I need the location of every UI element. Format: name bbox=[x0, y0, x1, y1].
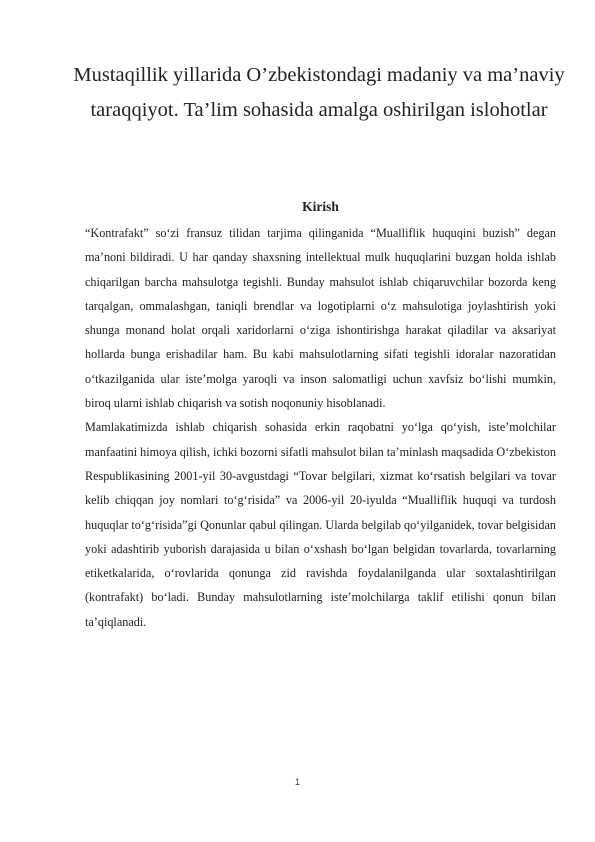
document-title: Mustaqillik yillarida O’zbekistondagi madaniy va ma’naviy taraqqiyot. Ta’lim sohasida amalga oshirilgan islohotlar bbox=[73, 64, 565, 121]
document-body bbox=[85, 221, 556, 634]
paragraph-1: “Kontrafakt” so‘zi fransuz tilidan tarjima qilinganida “Mualliflik huquqini buzish” degan ma’noni bildiradi. U har qanday shaxsning intellektual mulk huquqlarini buzgan holda ishlab chiqarilgan barcha mahsulotga tegishli. Bunday mahsulot ishlab chiqaruvchilar bozorda keng tarqalgan, ommalashgan, taniqli brendlar va logotiplarni o‘z mahsulotiga joylashtirish yoki shunga monand holat orqali xaridorlarni o‘ziga ishontirishga harakat qiladilar va aksariyat hollarda bunga erishadilar ham. Bu kabi mahsulotlarning sifati tegishli idoralar nazoratidan o‘tkazilganida ular iste’molga yaroqli va inson salomatligi uchun xavfsiz bo‘lishi mumkin, biroq ularni ishlab chiqarish va sotish noqonuniy hisoblanadi. bbox=[85, 226, 556, 411]
page-number: 1 bbox=[294, 777, 300, 787]
section-heading: Kirish bbox=[302, 199, 339, 214]
paragraph-2: Mamlakatimizda ishlab chiqarish sohasida erkin raqobatni yo‘lga qo‘yish, iste’molchilar manfaatini himoya qilish, ichki bozorni sifatli mahsulot bilan ta’minlash maqsadida O‘zbekiston Respublikasining 2001-yil 30-avgustdagi “Tovar belgilari, xizmat ko‘rsatish belgilari va tovar kelib chiqqan joy nomlari to‘g‘risida” va 2006-yil 20-iyulda “Mualliflik huquqi va turdosh huquqlar to‘g‘risida”gi Qonunlar qabul qilingan. Ularda belgilab qo‘yilganidek, tovar belgisidan yoki adashtirib yuborish darajasida u bilan o‘xshash bo‘lgan belgidan tovarlarda, tovarlarning etiketkalarida, o‘rovlarida qonunga zid ravishda foydalanilganda ular soxtalashtirilgan (kontrafakt) bo‘ladi. Bunday mahsulotlarning iste’molchilarga taklif etilishi qonun bilan ta’qiqlanadi. bbox=[85, 420, 556, 629]
